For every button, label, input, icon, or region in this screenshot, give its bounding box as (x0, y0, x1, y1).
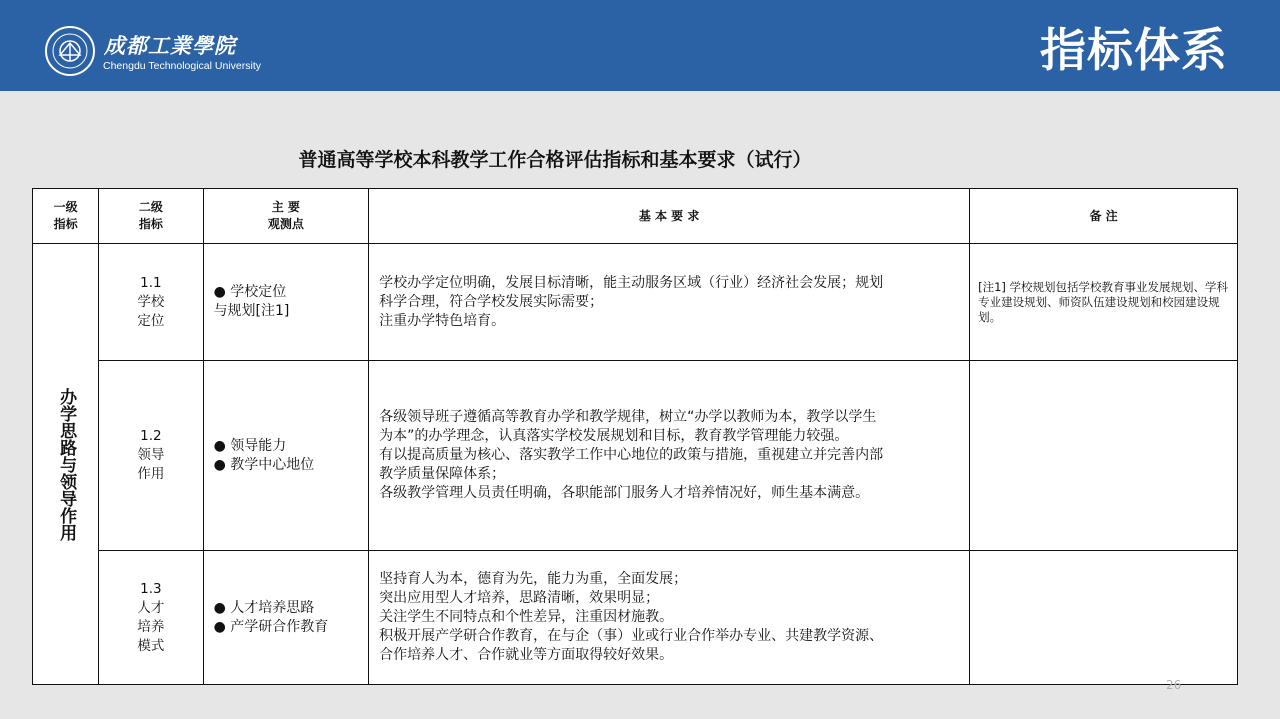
page-number: 26 (1166, 678, 1182, 692)
observation-point: ● 学校定位 (213, 284, 287, 300)
level2-cell (99, 361, 203, 551)
level2-code: 1.2 (140, 428, 162, 444)
header-level1 (33, 189, 99, 244)
school-name-cn: 成都工業學院 (104, 33, 236, 58)
note-cell: [注1] 学校规划包括学校教育事业发展规划、学科专业建设规划、师资队伍建设规划和校园建设规划。 (970, 244, 1238, 361)
level2-code: 1.3 (140, 580, 162, 597)
requirement-line: 教学质量保障体系； (379, 466, 506, 482)
requirements-cell (369, 361, 970, 551)
requirements-cell (369, 244, 970, 361)
observation-point: ● 产学研合作教育 (213, 618, 329, 635)
level2-cell (99, 551, 203, 685)
level2-cell (99, 244, 203, 361)
requirement-line: 有以提高质量为核心、落实教学工作中心地位的政策与措施，重视建立并完善内部 (379, 447, 884, 463)
requirement-line: 注重办学特色培育。 (379, 312, 506, 329)
requirement-line: 坚持育人为本，德育为先，能力为重，全面发展； (379, 571, 688, 587)
header-level2 (99, 189, 203, 244)
header-level2-line: 指标 (138, 217, 163, 231)
level2-name-line: 领导 (137, 447, 165, 463)
header-observation-line: 主 要 (271, 200, 300, 214)
header-level1-line: 一级 (53, 200, 78, 214)
header-observation-line: 观测点 (267, 217, 304, 231)
requirement-line: 科学合理，符合学校发展实际需要； (379, 293, 604, 310)
requirement-line: 为本”的办学理念，认真落实学校发展规划和目标，教育教学管理能力较强。 (379, 428, 849, 444)
header-level2-line: 二级 (138, 200, 163, 214)
university-seal-icon (44, 25, 96, 77)
observation-point: ● 教学中心地位 (213, 456, 315, 473)
level2-name-line: 定位 (137, 312, 165, 329)
slide-title: 指标体系 (1040, 23, 1228, 77)
header-bar (0, 0, 1280, 91)
requirement-line: 学校办学定位明确，发展目标清晰，能主动服务区域（行业）经济社会发展；规划 (379, 274, 884, 291)
note-cell (970, 551, 1238, 685)
requirements-cell (369, 551, 970, 685)
table-header-row (33, 189, 1238, 244)
level2-name-line: 培养 (137, 618, 165, 635)
header-level1-line: 指标 (53, 217, 78, 231)
requirement-line: 突出应用型人才培养，思路清晰，效果明显； (379, 590, 660, 606)
indicator-table (32, 188, 1238, 685)
note-cell (970, 361, 1238, 551)
header-observation (203, 189, 369, 244)
level2-code: 1.1 (140, 274, 162, 291)
requirement-line: 积极开展产学研合作教育，在与企（事）业或行业合作举办专业、共建教学资源、 (379, 628, 884, 644)
level2-name-line: 模式 (137, 637, 165, 654)
observation-point: ● 人才培养思路 (213, 599, 315, 616)
level2-name-line: 学校 (137, 293, 165, 310)
requirement-line: 各级领导班子遵循高等教育办学和教学规律，树立“办学以教师为本，教学以学生 (379, 409, 877, 425)
observation-cell (203, 361, 369, 551)
header-notes: 备 注 (970, 189, 1238, 244)
requirement-line: 各级教学管理人员责任明确，各职能部门服务人才培养情况好，师生基本满意。 (379, 485, 870, 501)
document-title: 普通高等学校本科教学工作合格评估指标和基本要求（试行） (298, 149, 812, 171)
requirement-line: 合作培养人才、合作就业等方面取得较好效果。 (379, 647, 674, 663)
observation-point: ● 领导能力 (213, 437, 287, 454)
observation-cell (203, 551, 369, 685)
level1-indicator: 办学思路与领导作用 (56, 387, 77, 541)
level1-cell (33, 244, 99, 685)
table-row (33, 361, 1238, 551)
level2-name-line: 人才 (137, 599, 165, 616)
observation-point: 与规划[注1] (213, 303, 290, 319)
header-requirements: 基 本 要 求 (369, 189, 970, 244)
requirement-line: 关注学生不同特点和个性差异，注重因材施教。 (379, 609, 674, 625)
table-row (33, 244, 1238, 361)
level2-name-line: 作用 (137, 466, 165, 482)
observation-cell (203, 244, 369, 361)
table-row (33, 551, 1238, 685)
school-name-en: Chengdu Technological University (103, 60, 261, 72)
